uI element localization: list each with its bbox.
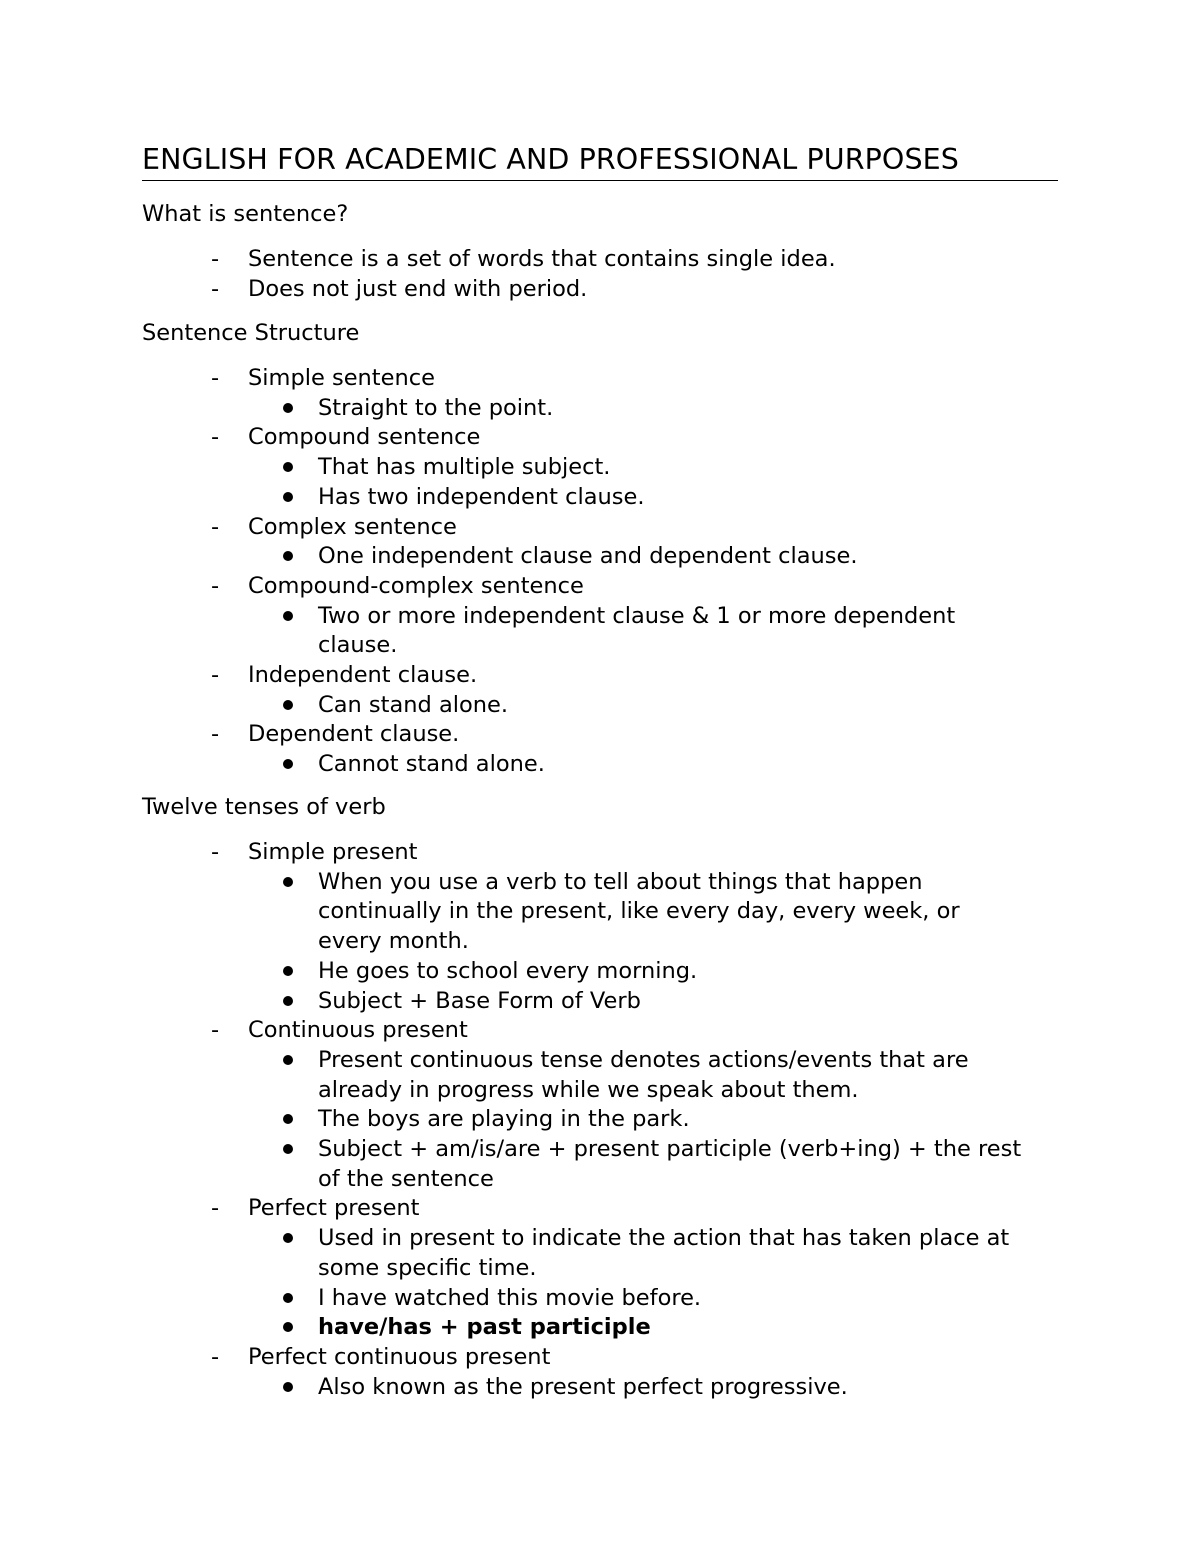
dash-item: Sentence is a set of words that contains single idea. — [248, 246, 836, 272]
bullet-item: continually in the present, like every day, every week, or — [318, 898, 960, 925]
dash-marker: - — [211, 1195, 220, 1222]
bullet-icon — [283, 403, 293, 413]
bullet-icon — [283, 551, 293, 561]
dash-item: Does not just end with period. — [248, 275, 588, 302]
dash-item: Independent clause. — [248, 662, 478, 688]
section-heading: What is sentence? — [142, 201, 349, 227]
dash-marker: - — [211, 246, 220, 272]
dash-item: Compound-complex sentence — [248, 572, 584, 599]
dash-marker: - — [211, 365, 220, 391]
bullet-item: He goes to school every morning. — [318, 957, 698, 984]
bullet-icon — [283, 611, 293, 621]
dash-item: Simple sentence — [248, 365, 435, 391]
bullet-item: Present continuous tense denotes actions/events that are — [318, 1046, 969, 1073]
bullet-icon — [283, 1382, 293, 1392]
bullet-item: already in progress while we speak about them. — [318, 1076, 859, 1103]
bullet-item: Also known as the present perfect progressive. — [318, 1373, 848, 1400]
bullet-item: I have watched this movie before. — [318, 1284, 702, 1311]
bullet-item: Subject + Base Form of Verb — [318, 987, 641, 1014]
dash-marker: - — [211, 275, 220, 302]
bullet-icon — [283, 877, 293, 887]
bullet-icon — [283, 1233, 293, 1243]
bullet-item: The boys are playing in the park. — [318, 1106, 690, 1133]
bullet-item: some specific time. — [318, 1254, 537, 1281]
dash-marker: - — [211, 1343, 220, 1370]
dash-item: Simple present — [248, 839, 418, 865]
bullet-item: Subject + am/is/are + present participle (verb+ing) + the rest — [318, 1136, 1022, 1162]
bullet-item: Used in present to indicate the action that has taken place at — [318, 1225, 1010, 1252]
title-underline — [142, 180, 1058, 181]
bullet-icon — [283, 700, 293, 710]
bullet-item: clause. — [318, 632, 398, 659]
bullet-item: of the sentence — [318, 1165, 494, 1192]
section-heading: Twelve tenses of verb — [142, 794, 386, 820]
dash-item: Complex sentence — [248, 513, 457, 540]
dash-item: Compound sentence — [248, 424, 481, 451]
bullet-item: Can stand alone. — [318, 691, 508, 718]
dash-marker: - — [211, 721, 220, 748]
dash-marker: - — [211, 662, 220, 688]
section-heading: Sentence Structure — [142, 320, 360, 346]
bullet-icon — [283, 996, 293, 1006]
bullet-icon — [283, 1114, 293, 1124]
bullet-icon — [283, 1144, 293, 1154]
bullet-item: That has multiple subject. — [318, 454, 611, 481]
bullet-icon — [283, 1322, 293, 1332]
dash-item: Continuous present — [248, 1017, 468, 1044]
bullet-item: Straight to the point. — [318, 394, 554, 421]
dash-item: Perfect continuous present — [248, 1343, 551, 1370]
bullet-item: every month. — [318, 928, 469, 955]
bullet-item: Has two independent clause. — [318, 483, 645, 510]
dash-marker: - — [211, 513, 220, 540]
dash-marker: - — [211, 839, 220, 865]
bullet-item: When you use a verb to tell about things that happen — [318, 868, 923, 895]
dash-item: Perfect present — [248, 1195, 420, 1222]
dash-item: Dependent clause. — [248, 721, 460, 748]
bullet-icon — [283, 1293, 293, 1303]
bullet-icon — [283, 1055, 293, 1065]
bullet-item: have/has + past participle — [318, 1314, 651, 1341]
bullet-item: Cannot stand alone. — [318, 751, 545, 778]
dash-marker: - — [211, 572, 220, 599]
bullet-item: Two or more independent clause & 1 or more dependent — [318, 602, 956, 629]
bullet-icon — [283, 492, 293, 502]
bullet-icon — [283, 966, 293, 976]
dash-marker: - — [211, 1017, 220, 1044]
bullet-icon — [283, 462, 293, 472]
dash-marker: - — [211, 424, 220, 451]
bullet-icon — [283, 759, 293, 769]
bullet-item: One independent clause and dependent clause. — [318, 543, 858, 570]
document-title: ENGLISH FOR ACADEMIC AND PROFESSIONAL PURPOSES — [142, 143, 959, 176]
